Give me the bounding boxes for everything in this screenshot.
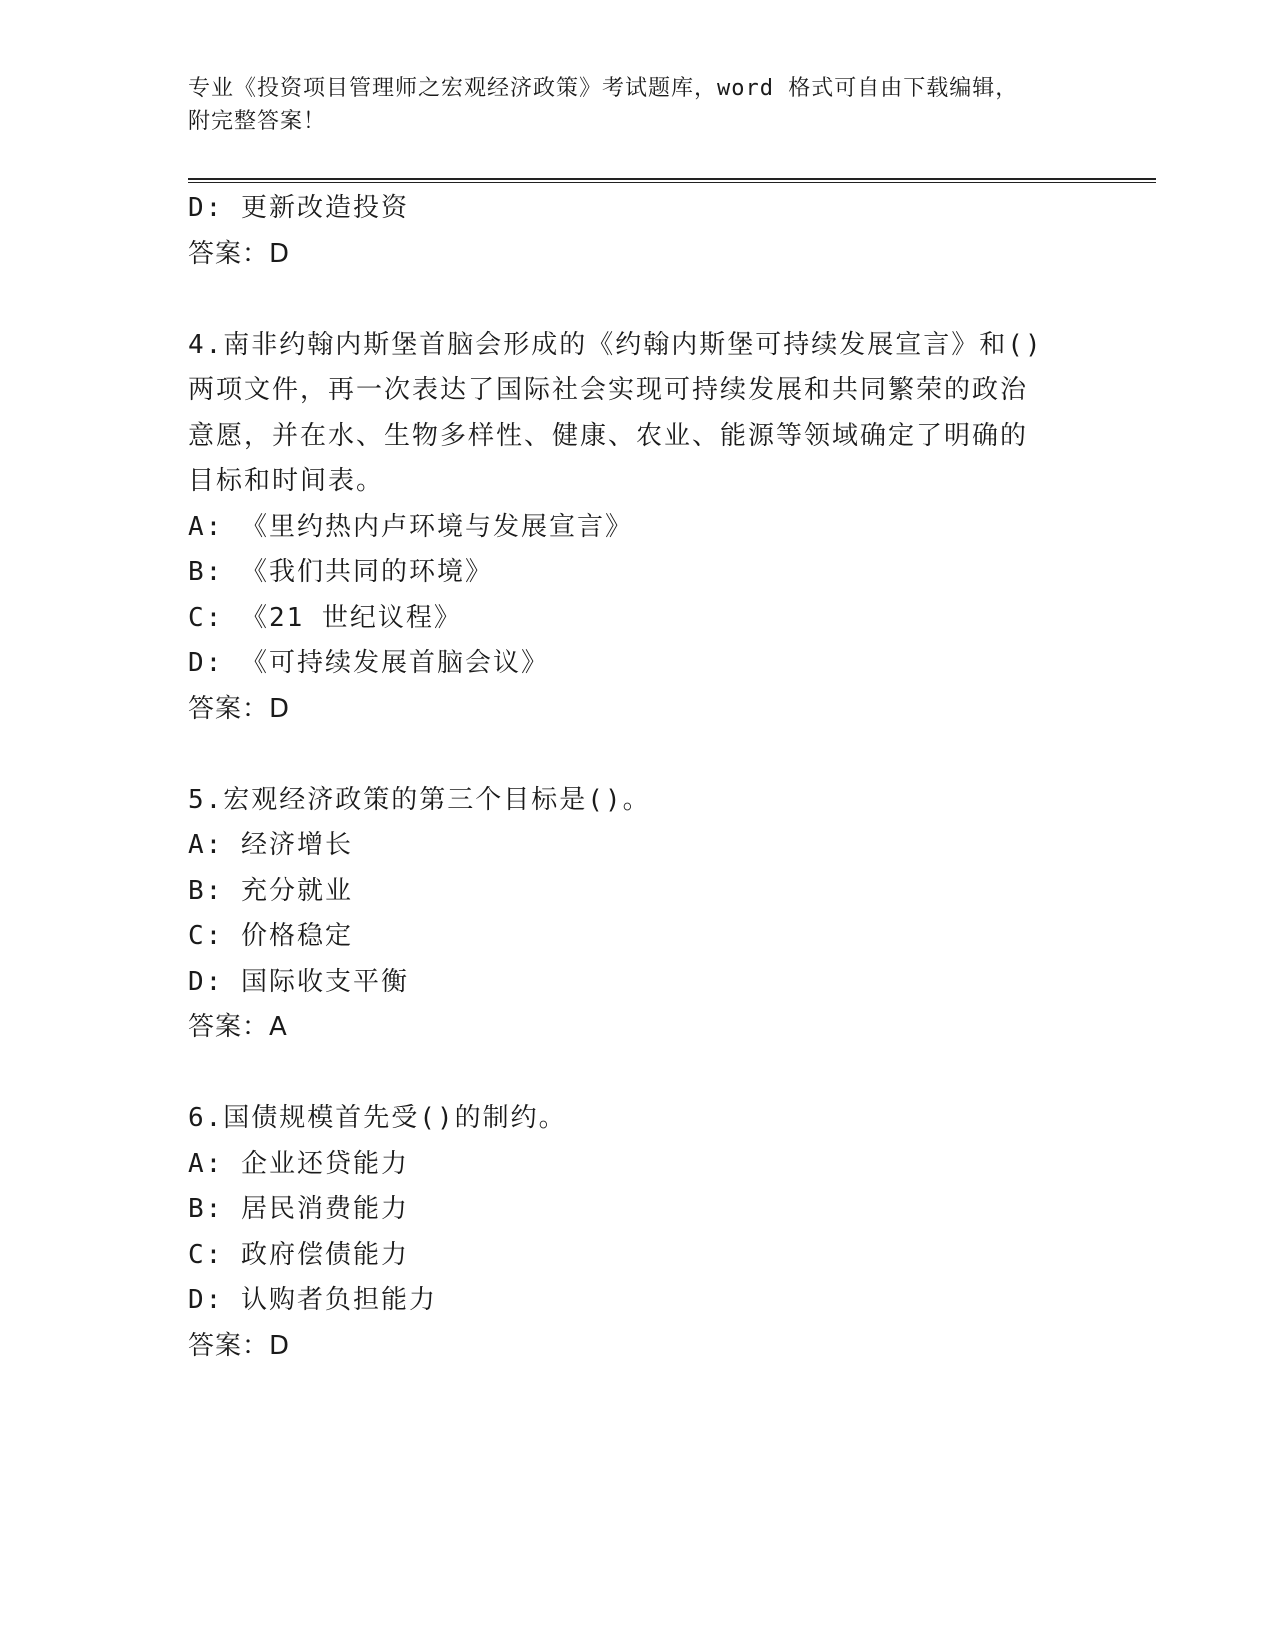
option-b: B: 充分就业 bbox=[188, 875, 353, 906]
stem-line: 两项文件，再一次表达了国际社会实现可持续发展和共同繁荣的政治 bbox=[188, 375, 1029, 405]
option-c: C: 《21 世纪议程》 bbox=[188, 602, 462, 633]
option-d: D: 更新改造投资 bbox=[188, 193, 409, 223]
question-stem bbox=[188, 1096, 1068, 1142]
answer-line: 答案：D bbox=[188, 693, 291, 724]
question-stem bbox=[188, 323, 1068, 505]
answer-line: 答案：D bbox=[188, 238, 291, 269]
answer-line: 答案：A bbox=[188, 1012, 288, 1042]
option-d: D: 国际收支平衡 bbox=[188, 966, 409, 997]
question-6 bbox=[188, 1096, 1068, 1369]
option-a: A: 经济增长 bbox=[188, 830, 353, 860]
header-divider bbox=[188, 178, 1156, 183]
option-c: C: 政府偿债能力 bbox=[188, 1239, 409, 1270]
stem-line: 5.宏观经济政策的第三个目标是()。 bbox=[188, 784, 651, 815]
option-d: D: 认购者负担能力 bbox=[188, 1285, 437, 1315]
header-line-2: 附完整答案！ bbox=[188, 109, 327, 134]
stem-line: 目标和时间表。 bbox=[188, 466, 385, 496]
option-a: A: 《里约热内卢环境与发展宣言》 bbox=[188, 511, 633, 542]
answer-line: 答案：D bbox=[188, 1330, 291, 1361]
stem-line: 意愿，并在水、生物多样性、健康、农业、能源等领域确定了明确的 bbox=[188, 420, 1029, 451]
header-line-1: 专业《投资项目管理师之宏观经济政策》考试题库，word 格式可自由下载编辑， bbox=[188, 76, 1019, 101]
option-b: B: 《我们共同的环境》 bbox=[188, 557, 493, 587]
question-4 bbox=[188, 323, 1068, 733]
option-a: A: 企业还贷能力 bbox=[188, 1148, 409, 1179]
stem-line: 4.南非约翰内斯堡首脑会形成的《约翰内斯堡可持续发展宣言》和() bbox=[188, 329, 1043, 360]
previous-question-tail bbox=[188, 186, 1068, 277]
document-body bbox=[188, 186, 1068, 1369]
question-stem bbox=[188, 778, 1068, 824]
question-5 bbox=[188, 778, 1068, 1051]
option-c: C: 价格稳定 bbox=[188, 921, 353, 951]
document-header bbox=[188, 72, 1068, 138]
option-b: B: 居民消费能力 bbox=[188, 1194, 409, 1224]
option-d: D: 《可持续发展首脑会议》 bbox=[188, 648, 549, 678]
stem-line: 6.国债规模首先受()的制约。 bbox=[188, 1103, 567, 1133]
